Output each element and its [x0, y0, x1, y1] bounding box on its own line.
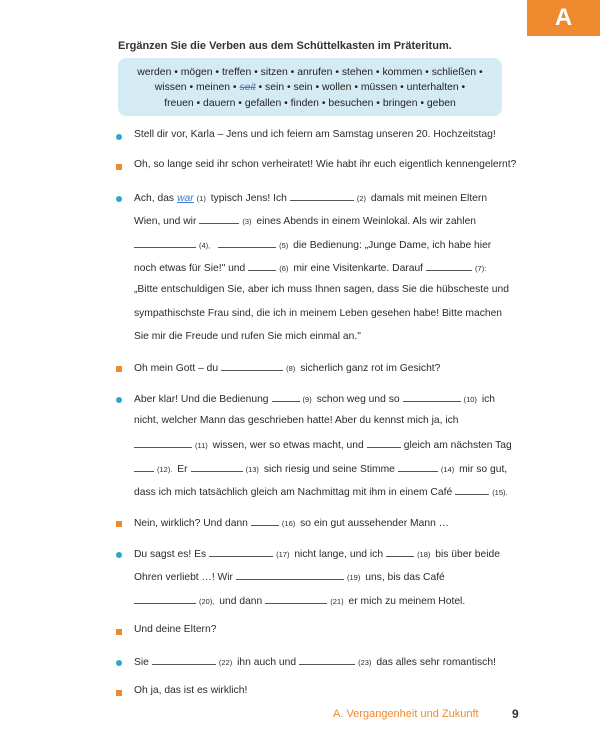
gap-number: (19): [347, 573, 361, 582]
dialogue-line: nicht, welcher Mann das geschrieben hatte! Aber du kennst mich ja, ich: [134, 415, 459, 426]
text: ich: [481, 394, 495, 405]
answer-gap[interactable]: [272, 392, 300, 402]
answer-gap[interactable]: [386, 547, 414, 557]
dialogue-line: [134, 238, 491, 251]
dialogue-line: Sie mir die Freude und rufen Sie mich einmal an.": [134, 331, 361, 342]
gap-number: (8): [286, 364, 296, 373]
gap-number: (1): [196, 194, 206, 203]
dialogue-line: Oh, so lange seid ihr schon verheiratet! Wie habt ihr euch eigentlich kennengelernt?: [134, 159, 517, 170]
text: Ach, das: [134, 193, 175, 204]
word-box-line-3: freuen • dauern • gefallen • finden • besuchen • bringen • geben: [164, 97, 456, 109]
speaker-a-bullet: [116, 134, 122, 140]
text: Wien, und wir: [134, 216, 197, 227]
text: Nein, wirklich? Und dann: [134, 518, 248, 529]
speaker-a-bullet: [116, 660, 122, 666]
text: gleich am nächsten Tag: [403, 440, 512, 451]
answer-gap[interactable]: [152, 655, 216, 665]
word-box-text: wissen • meinen •: [154, 82, 240, 94]
dialogue-line: [134, 438, 512, 451]
dialogue-line: Und deine Eltern?: [134, 624, 217, 635]
answer-gap[interactable]: [218, 238, 276, 248]
text: so ein gut aussehender Mann …: [300, 518, 449, 529]
speaker-b-bullet: [116, 366, 122, 372]
dialogue-line: [134, 361, 440, 374]
text: typisch Jens! Ich: [210, 193, 287, 204]
word-box-line-2: [124, 80, 496, 95]
text: bis über beide: [435, 549, 500, 560]
gap-number: (4),: [199, 241, 211, 250]
answer-gap[interactable]: [236, 570, 344, 580]
text: Sie: [134, 657, 149, 668]
text: sicherlich ganz rot im Gesicht?: [300, 363, 441, 374]
answer-gap[interactable]: [398, 462, 438, 472]
text: die Bedienung: „Junge Dame, ich habe hier: [293, 240, 492, 251]
text: noch etwas für Sie!" und: [134, 263, 246, 274]
answer-gap[interactable]: [134, 594, 196, 604]
gap-number: (15).: [492, 488, 508, 497]
gap-number: (23): [358, 658, 372, 667]
text: er mich zu meinem Hotel.: [348, 596, 466, 607]
answer-gap[interactable]: [455, 485, 489, 495]
gap-number: (9): [302, 395, 312, 404]
dialogue-line: [134, 191, 487, 204]
answer-gap[interactable]: [299, 655, 355, 665]
answer-gap[interactable]: [134, 238, 196, 248]
dialogue-line: [134, 392, 495, 405]
speaker-a-bullet: [116, 397, 122, 403]
dialogue-line: [134, 261, 488, 274]
speaker-b-bullet: [116, 690, 122, 696]
text: nicht lange, und ich: [294, 549, 384, 560]
text: Aber klar! Und die Bedienung: [134, 394, 269, 405]
answer-gap[interactable]: [367, 438, 401, 448]
dialogue-line: [134, 214, 476, 227]
gap-number: (10): [463, 395, 477, 404]
dialogue-line: [134, 485, 510, 498]
gap-number: (11): [195, 441, 208, 450]
text: eines Abends in einem Weinlokal. Als wir zahlen: [256, 216, 477, 227]
gap-number: (13): [245, 465, 259, 474]
chapter-tab: A: [527, 0, 600, 36]
dialogue-line: [134, 570, 445, 583]
dialogue-line: „Bitte entschuldigen Sie, aber ich muss Ihnen sagen, dass Sie die hübscheste und: [134, 284, 509, 295]
text: uns, bis das Café: [365, 572, 445, 583]
text: und dann: [219, 596, 263, 607]
gap-number: (3): [242, 217, 252, 226]
dialogue-line: [134, 655, 496, 668]
answer-gap[interactable]: [221, 361, 283, 371]
text: Du sagst es! Es: [134, 549, 207, 560]
answer-gap[interactable]: [199, 214, 239, 224]
example-answer: war: [177, 193, 194, 204]
answer-gap[interactable]: [251, 516, 279, 526]
page-number: 9: [512, 707, 519, 721]
word-box-text: • sein • sein • wollen • müssen • unterhalten •: [255, 82, 466, 94]
gap-number: (16): [281, 519, 296, 528]
gap-number: (18): [417, 550, 431, 559]
dialogue-line: [134, 547, 500, 560]
gap-number: (22): [218, 658, 233, 667]
text: wissen, wer so etwas macht, und: [212, 440, 364, 451]
struck-word: seit: [239, 82, 256, 94]
speaker-b-bullet: [116, 521, 122, 527]
speaker-b-bullet: [116, 164, 122, 170]
gap-number: (21): [330, 597, 344, 606]
text: damals mit meinen Eltern: [370, 193, 488, 204]
gap-number: (2): [356, 194, 367, 203]
answer-gap[interactable]: [209, 547, 273, 557]
gap-number: (20),: [199, 597, 215, 606]
text: Er: [177, 464, 188, 475]
dialogue-line: [134, 516, 449, 529]
text: dass ich mich tatsächlich gleich am Nachmittag mit ihm in einem Café: [134, 487, 453, 498]
text: sich riesig und seine Stimme: [263, 464, 395, 475]
text: ihn auch und: [237, 657, 297, 668]
speaker-b-bullet: [116, 629, 122, 635]
answer-gap[interactable]: [426, 261, 472, 271]
text: Ohren verliebt …! Wir: [134, 572, 233, 583]
text: das alles sehr romantisch!: [376, 657, 496, 668]
text: mir eine Visitenkarte. Darauf: [293, 263, 424, 274]
footer-section-title: A. Vergangenheit und Zukunft: [333, 708, 479, 720]
dialogue-line: Stell dir vor, Karla – Jens und ich feiern am Samstag unseren 20. Hochzeitstag!: [134, 129, 496, 140]
dialogue-line: sympathischste Frau sind, die ich in meinem Leben gesehen habe! Bitte machen: [134, 308, 503, 319]
gap-number: (17): [276, 550, 290, 559]
text: mir so gut,: [459, 464, 508, 475]
dialogue-line: [134, 594, 465, 607]
answer-gap[interactable]: [134, 462, 154, 472]
dialogue-line: [134, 462, 507, 475]
dialogue-line: Oh ja, das ist es wirklich!: [134, 685, 248, 696]
gap-number: (12).: [157, 465, 173, 474]
gap-number: (14): [440, 465, 455, 474]
text: Oh mein Gott – du: [134, 363, 219, 374]
speaker-a-bullet: [116, 196, 122, 202]
word-box-line-1: werden • mögen • treffen • sitzen • anrufen • stehen • kommen • schließen •: [137, 67, 483, 78]
word-box: [118, 58, 502, 116]
answer-gap[interactable]: [248, 261, 276, 271]
gap-number: (5): [279, 241, 289, 250]
answer-gap[interactable]: [290, 191, 354, 201]
gap-number: (6): [279, 264, 289, 273]
gap-number: (7):: [475, 264, 487, 273]
text: schon weg und so: [316, 394, 400, 405]
answer-gap[interactable]: [265, 594, 327, 604]
answer-gap[interactable]: [403, 392, 461, 402]
speaker-a-bullet: [116, 552, 122, 558]
exercise-instruction: Ergänzen Sie die Verben aus dem Schüttelkasten im Präteritum.: [118, 40, 452, 52]
answer-gap[interactable]: [191, 462, 243, 472]
answer-gap[interactable]: [134, 438, 192, 448]
